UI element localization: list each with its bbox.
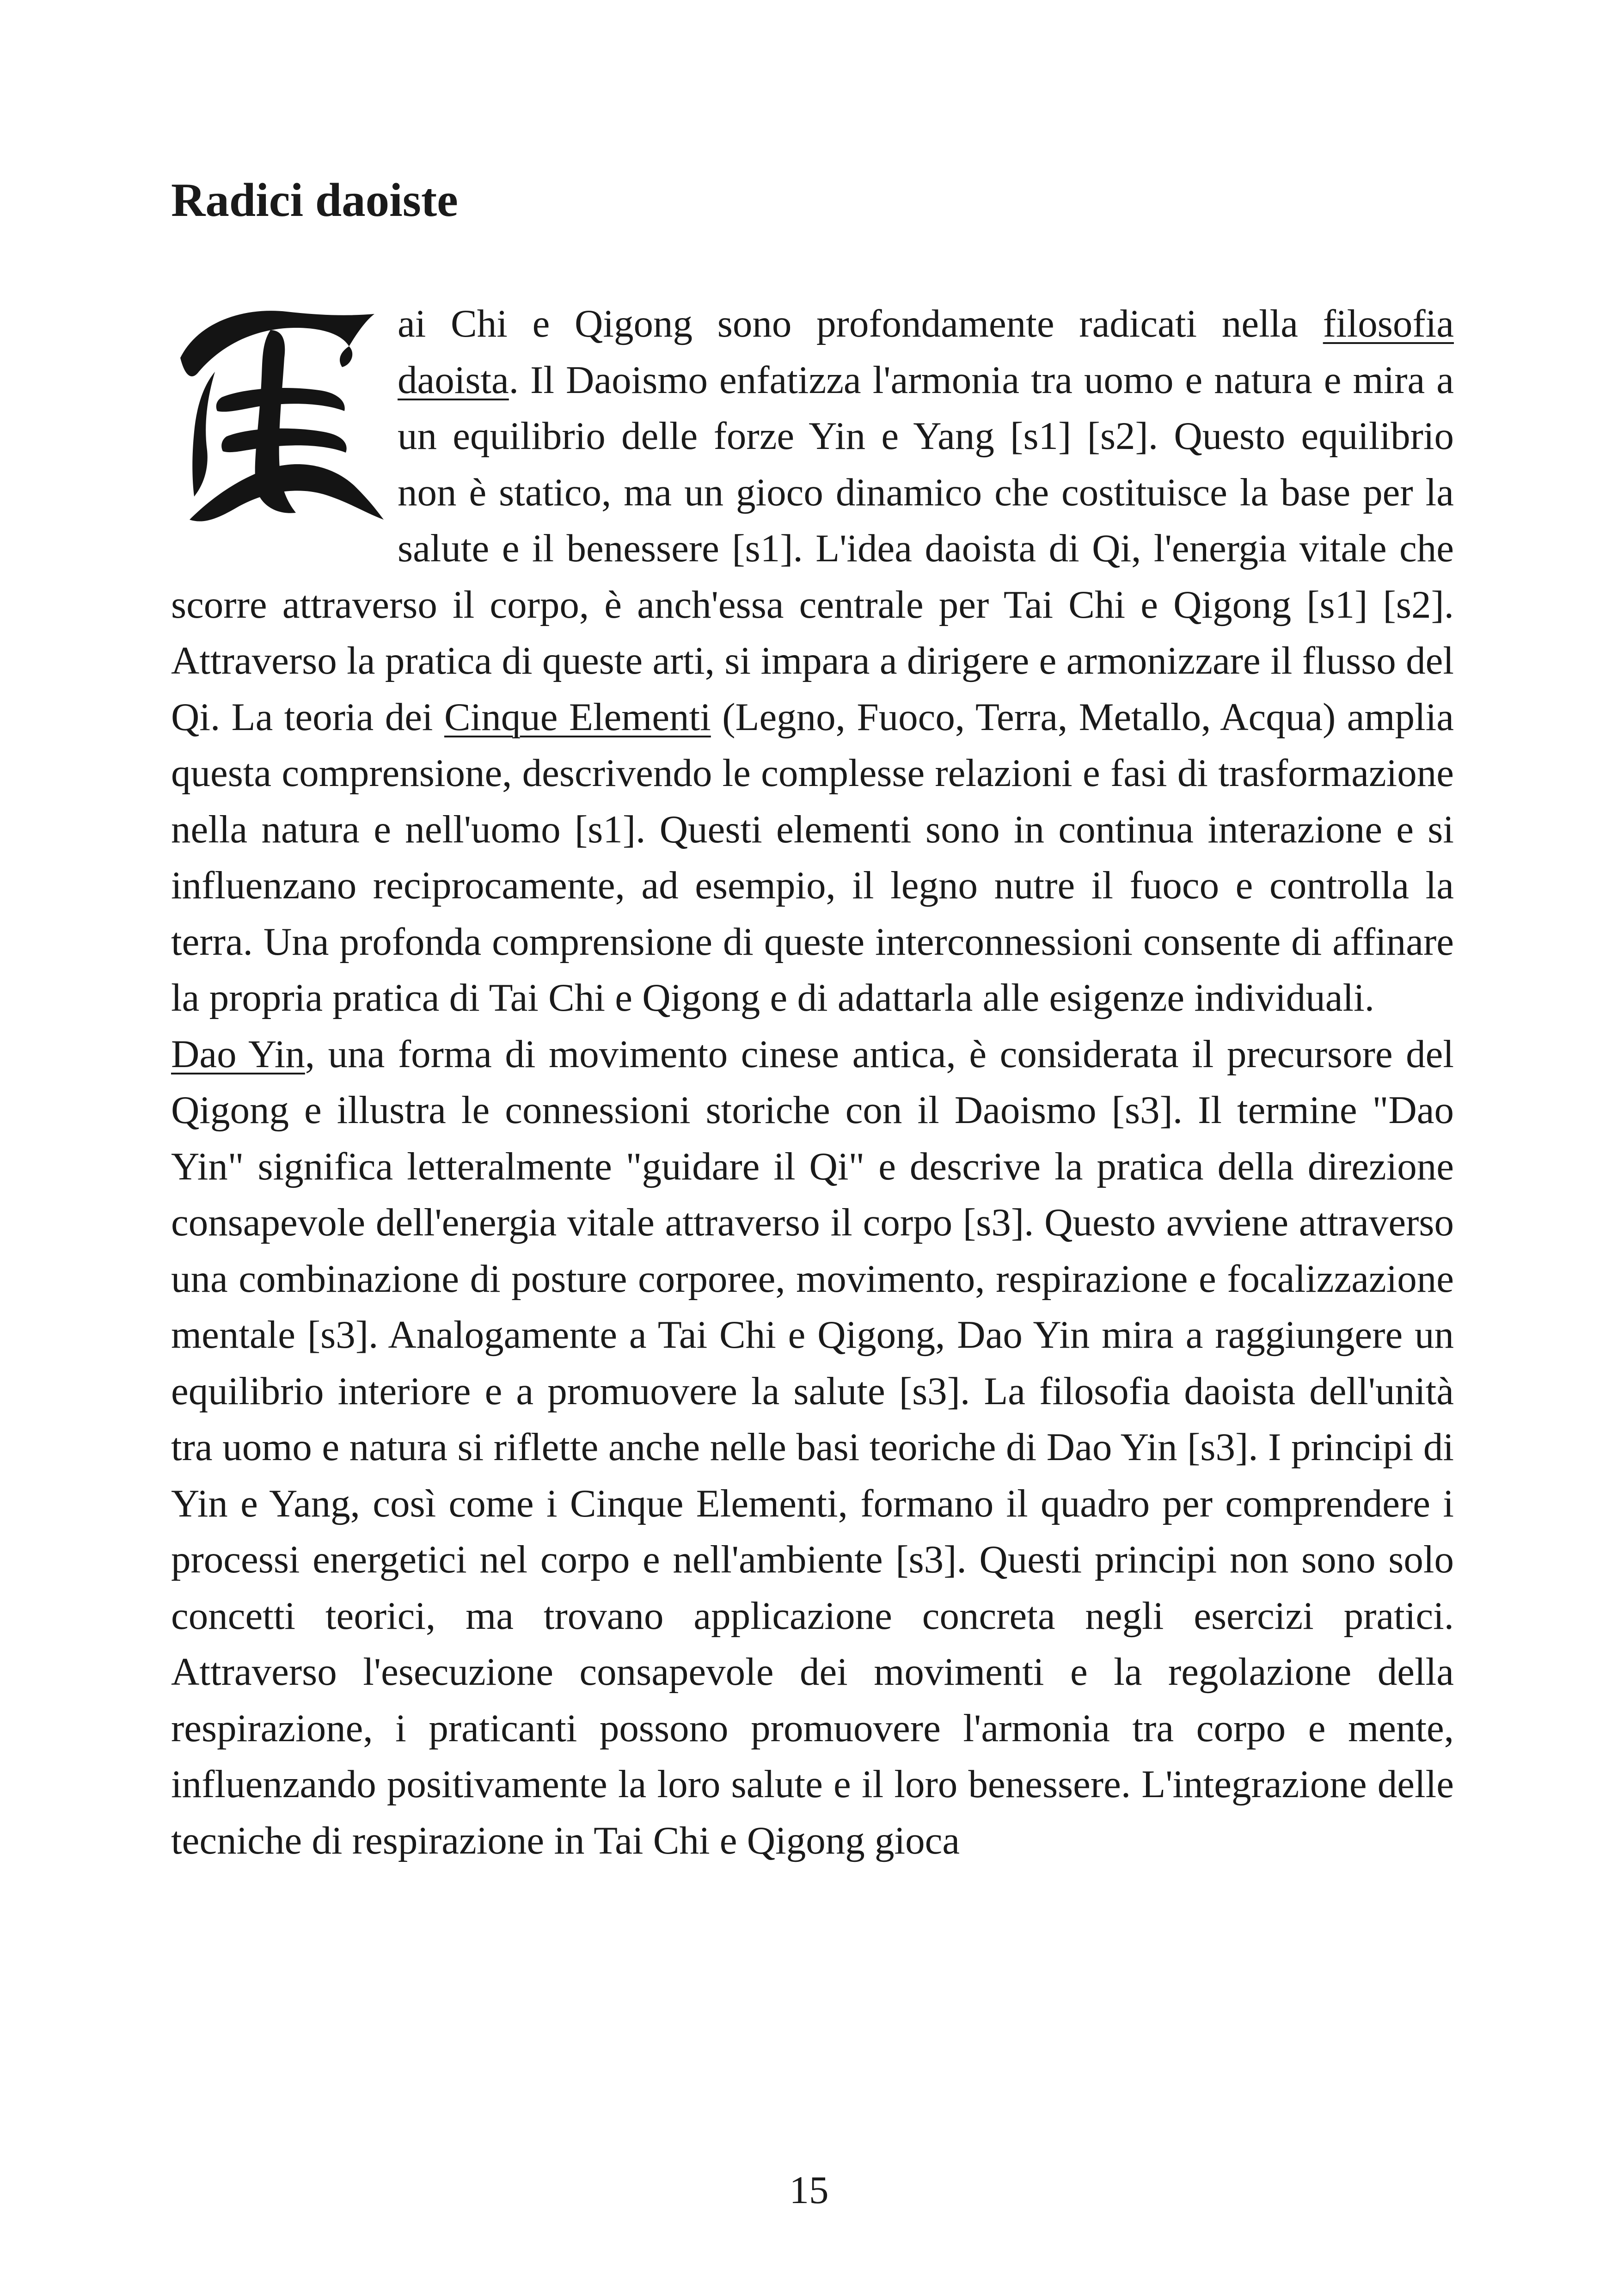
paragraph-1 (171, 296, 1454, 1026)
paragraph-1-part-3: (Legno, Fuoco, Terra, Metallo, Acqua) amplia questa comprensione, descrivendo le complesse relazioni e fasi di trasformazione nella natura e nell'uomo [s1]. Questi elementi sono in continua interazione e si influenzano reciprocamente, ad esempio, il legno nutre il fuoco e controlla la terra. Una profonda comprensione di queste interconnessioni consente di affinare la propria pratica di Tai Chi e Qigong e di adattarla alle esigenze individuali. (171, 695, 1454, 1019)
page-number: 15 (789, 2168, 829, 2212)
paragraph-1-part-2: . Il Daoismo enfatizza l'armonia tra uomo e natura e mira a un equilibrio delle forze Yin e Yang [s1] [s2]. Questo equilibrio non è statico, ma un gioco dinamico che costituisce la base per la salute e il benessere [s1]. L'idea daoista di Qi, l'energia vitale che scorre attraverso il corpo, è anch'essa centrale per Tai Chi e Qigong [s1] [s2]. Attraverso la pratica di queste arti, si impara a dirigere e armonizzare il flusso del Qi. La teoria dei (171, 358, 1454, 739)
link-filosofia-daoista[interactable]: filosofia daoista (398, 302, 1454, 402)
drop-cap-T-icon (171, 302, 398, 527)
paragraph-1-part-1: ai Chi e Qigong sono profondamente radicati nella (398, 302, 1323, 345)
link-cinque-elementi[interactable]: Cinque Elementi (444, 695, 711, 739)
calligraphic-T-icon (171, 302, 388, 524)
body-text (171, 296, 1454, 1869)
paragraph-2-text: , una forma di movimento cinese antica, è considerata il precursore del Qigong e illustra le connessioni storiche con il Daoismo [s3]. Il termine "Dao Yin" significa letteralmente "guidare il Qi" e descrive la pratica della direzione consapevole dell'energia vitale attraverso il corpo [s3]. Questo avviene attraverso una combinazione di posture corporee, movimento, respirazione e focalizzazione mentale [s3]. Analogamente a Tai Chi e Qigong, Dao Yin mira a raggiungere un equilibrio interiore e a promuovere la salute [s3]. La filosofia daoista dell'unità tra uomo e natura si riflette anche nelle basi teoriche di Dao Yin [s3]. I principi di Yin e Yang, così come i Cinque Elementi, formano il quadro per comprendere i processi energetici nel corpo e nell'ambiente [s3]. Questi principi non sono solo concetti teorici, ma trovano applicazione concreta negli esercizi pratici. Attraverso l'esecuzione consapevole dei movimenti e la regolazione della respirazione, i praticanti possono promuovere l'armonia tra corpo e mente, influenzando positivamente la loro salute e il loro benessere. L'integrazione delle tecniche di respirazione in Tai Chi e Qigong gioca (171, 1032, 1454, 1862)
section-title: Radici daoiste (171, 174, 458, 227)
link-dao-yin[interactable]: Dao Yin (171, 1032, 305, 1076)
paragraph-2 (171, 1026, 1454, 1869)
